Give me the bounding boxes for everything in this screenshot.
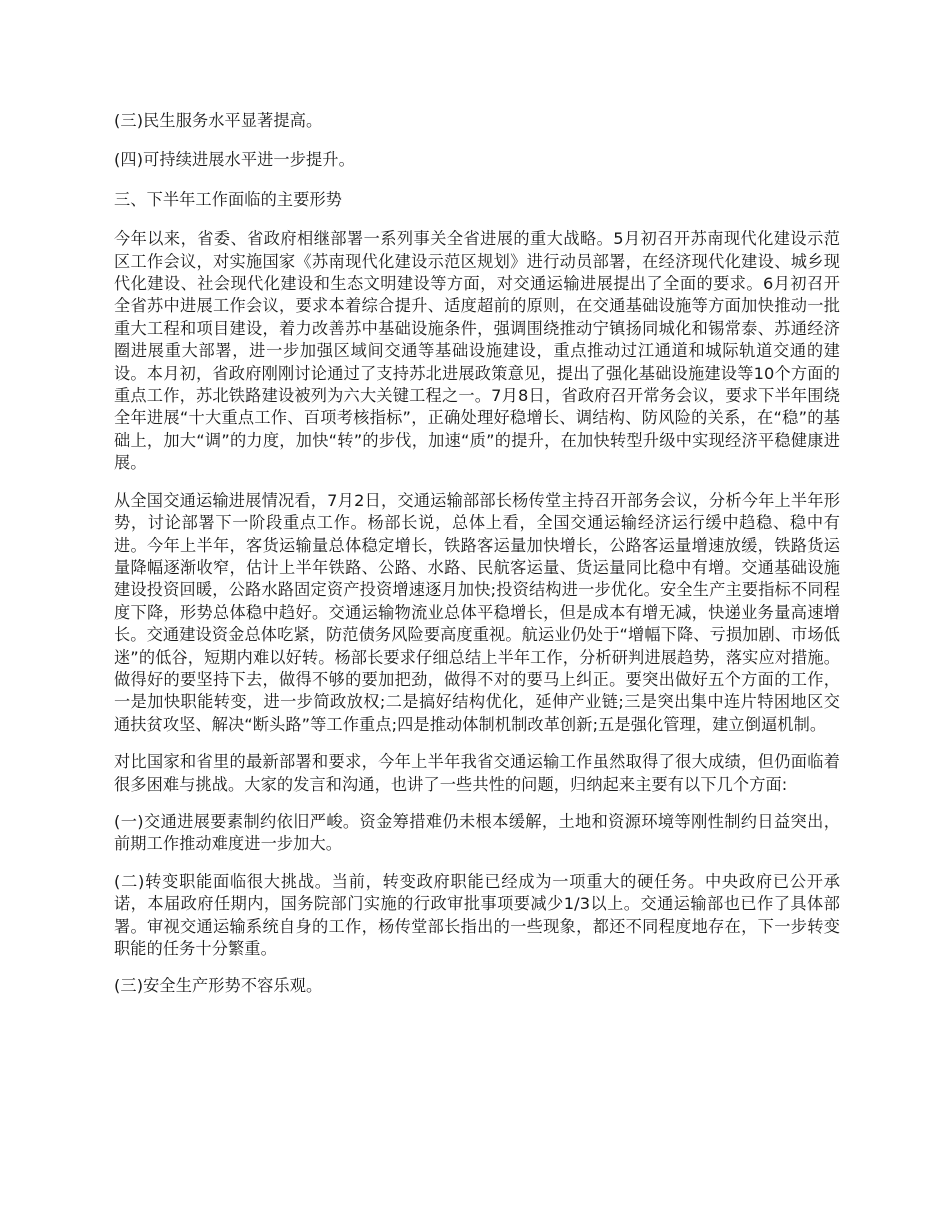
- section-heading: 三、下半年工作面临的主要形势: [114, 189, 343, 209]
- challenge-item-1: (一)交通进展要素制约依旧严峻。资金筹措难仍未根本缓解，土地和资源环境等刚性制约日益突出，前期工作推动难度进一步加大。: [114, 811, 840, 854]
- body-paragraph-national: 从全国交通运输进展情况看，7月2日，交通运输部部长杨传堂主持召开部务会议，分析今年上半年形势，讨论部署下一阶段重点工作。杨部长说，总体上看，全国交通运输经济运行缓中趋稳、稳中有进。今年上半年，客货运输量总体稳定增长，铁路客运量加快增长，公路客运量增速放缓，铁路货运量降幅逐渐收窄，估计上半年铁路、公路、水路、民航客运量、货运量同比稳中有增。交通基础设施建设投资回暖，公路水路固定资产投资增速逐月加快;投资结构进一步优化。安全生产主要指标不同程度下降，形势总体稳中趋好。交通运输物流业总体平稳增长，但是成本有增无减，快递业务量高速增长。交通建设资金总体吃紧，防范债务风险要高度重视。航运业仍处于“增幅下降、亏损加剧、市场低迷”的低谷，短期内难以好转。杨部长要求仔细总结上半年工作，分析研判进展趋势，落实应对措施。做得好的要坚持下去，做得不够的要加把劲，做得不对的要马上纠正。要突出做好五个方面的工作，一是加快职能转变，进一步简政放权;二是搞好结构优化，延伸产业链;三是突出集中连片特困地区交通扶贫攻坚、解决“断头路”等工作重点;四是推动体制机制改革创新;五是强化管理，建立倒逼机制。: [114, 490, 840, 734]
- body-paragraph-summary: 对比国家和省里的最新部署和要求，今年上半年我省交通运输工作虽然取得了很大成绩，但仍面临着很多困难与挑战。大家的发言和沟通，也讲了一些共性的问题，归纳起来主要有以下几个方面:: [114, 752, 840, 794]
- section-item-4: (四)可持续进展水平进一步提升。: [114, 150, 355, 170]
- body-paragraph-province: 今年以来，省委、省政府相继部署一系列事关全省进展的重大战略。5月初召开苏南现代化建设示范区工作会议，对实施国家《苏南现代化建设示范区规划》进行动员部署，在经济现代化建设、城乡现代化建设、社会现代化建设和生态文明建设等方面，对交通运输进展提出了全面的要求。6月初召开全省苏中进展工作会议，要求本着综合提升、适度超前的原则，在交通基础设施等方面加快推动一批重大工程和项目建设，着力改善苏中基础设施条件，强调围绕推动宁镇扬同城化和锡常泰、苏通经济圈进展重大部署，进一步加强区域间交通等基础设施建设，重点推动过江通道和城际轨道交通的建设。本月初，省政府刚刚讨论通过了支持苏北进展政策意见，提出了强化基础设施建设等10个方面的重点工作，苏北铁路建设被列为六大关键工程之一。7月8日，省政府召开常务会议，要求下半年围绕全年进展“十大重点工作、百项考核指标”，正确处理好稳增长、调结构、防风险的关系，在“稳”的基础上，加大“调”的力度，加快“转”的步伐，加速“质”的提升，在加快转型升级中实现经济平稳健康进展。: [114, 229, 840, 473]
- challenge-item-2: (二)转变职能面临很大挑战。当前，转变政府职能已经成为一项重大的硬任务。中央政府已公开承诺，本届政府任期内，国务院部门实施的行政审批事项要减少1/3以上。交通运输部也已作了具体部署。审视交通运输系统自身的工作，杨传堂部长指出的一些现象，都还不同程度地存在，下一步转变职能的任务十分繁重。: [114, 871, 840, 958]
- challenge-item-3: (三)安全生产形势不容乐观。: [114, 976, 323, 996]
- document-page: [114, 110, 840, 1013]
- section-item-3: (三)民生服务水平显著提高。: [114, 111, 323, 130]
